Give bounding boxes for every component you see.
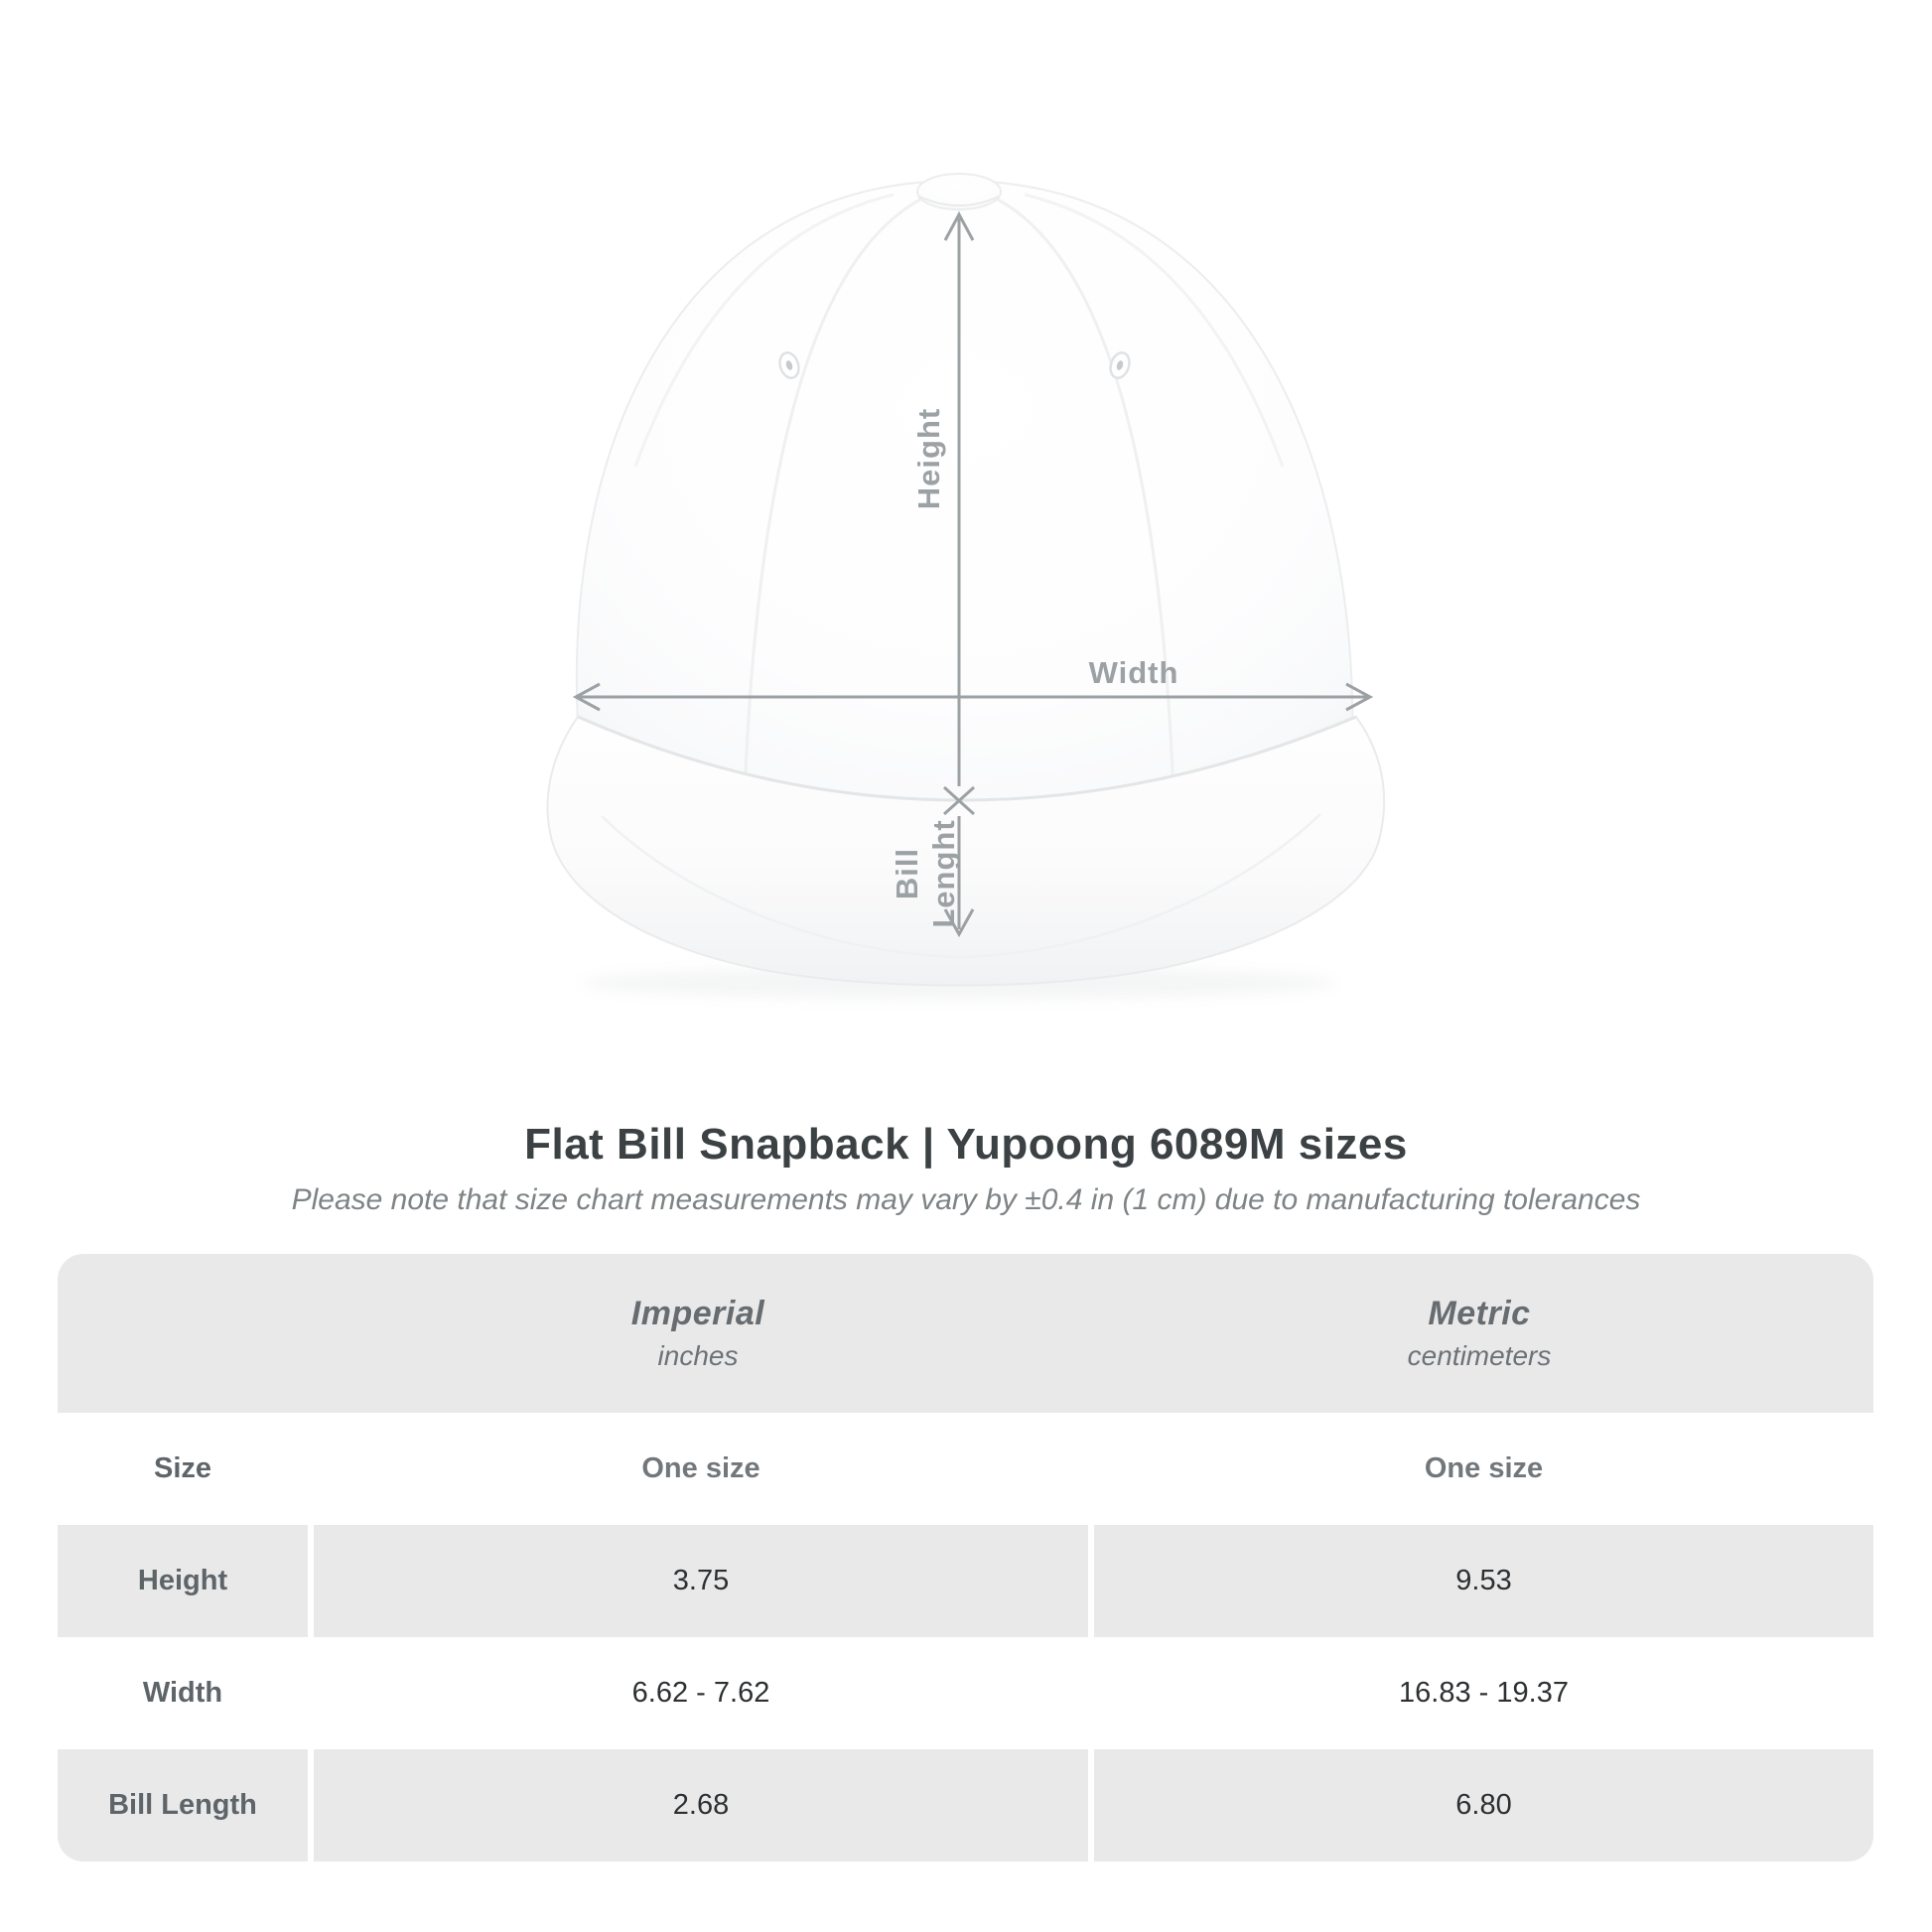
row-label: Size: [153, 1452, 212, 1484]
cap-crown: [577, 181, 1353, 814]
size-table: [58, 1254, 1873, 1862]
imperial-column-label: Imperial: [630, 1295, 765, 1332]
size-table-header: [58, 1254, 1873, 1413]
metric-value: One size: [1424, 1452, 1544, 1484]
header-metric-cell: [1085, 1254, 1873, 1413]
metric-column-label: Metric: [1428, 1295, 1531, 1332]
page-title: Flat Bill Snapback | Yupoong 6089M sizes: [524, 1120, 1408, 1169]
cap-top-button: [917, 174, 1001, 209]
header-spacer-cell: [58, 1254, 311, 1413]
bill-length-measure-label-line2: Lenght: [926, 819, 962, 928]
bill-length-measure-label-line1: Bill: [890, 847, 925, 900]
imperial-value: 3.75: [672, 1565, 730, 1596]
height-measure-label: Height: [911, 407, 947, 510]
metric-value: 6.80: [1455, 1789, 1512, 1821]
tolerance-note: Please note that size chart measurements may vary by ±0.4 in (1 cm) due to manufacturing tolerances: [291, 1183, 1641, 1216]
imperial-value: One size: [641, 1452, 760, 1484]
row-label: Width: [142, 1677, 223, 1709]
header-imperial-cell: [311, 1254, 1085, 1413]
table-row-height: [58, 1525, 1873, 1637]
imperial-value: 2.68: [672, 1789, 730, 1821]
row-label: Bill Length: [108, 1789, 257, 1821]
metric-value: 16.83 - 19.37: [1399, 1677, 1569, 1709]
imperial-unit-label: inches: [657, 1340, 739, 1371]
metric-value: 9.53: [1455, 1565, 1512, 1596]
table-row-width: [58, 1637, 1873, 1749]
imperial-value: 6.62 - 7.62: [631, 1677, 770, 1709]
metric-unit-label: centimeters: [1407, 1340, 1552, 1371]
table-row-size: [58, 1413, 1873, 1525]
row-label: Height: [137, 1565, 228, 1596]
width-measure-label: Width: [1088, 655, 1179, 690]
table-row-bill-length: [58, 1749, 1873, 1862]
